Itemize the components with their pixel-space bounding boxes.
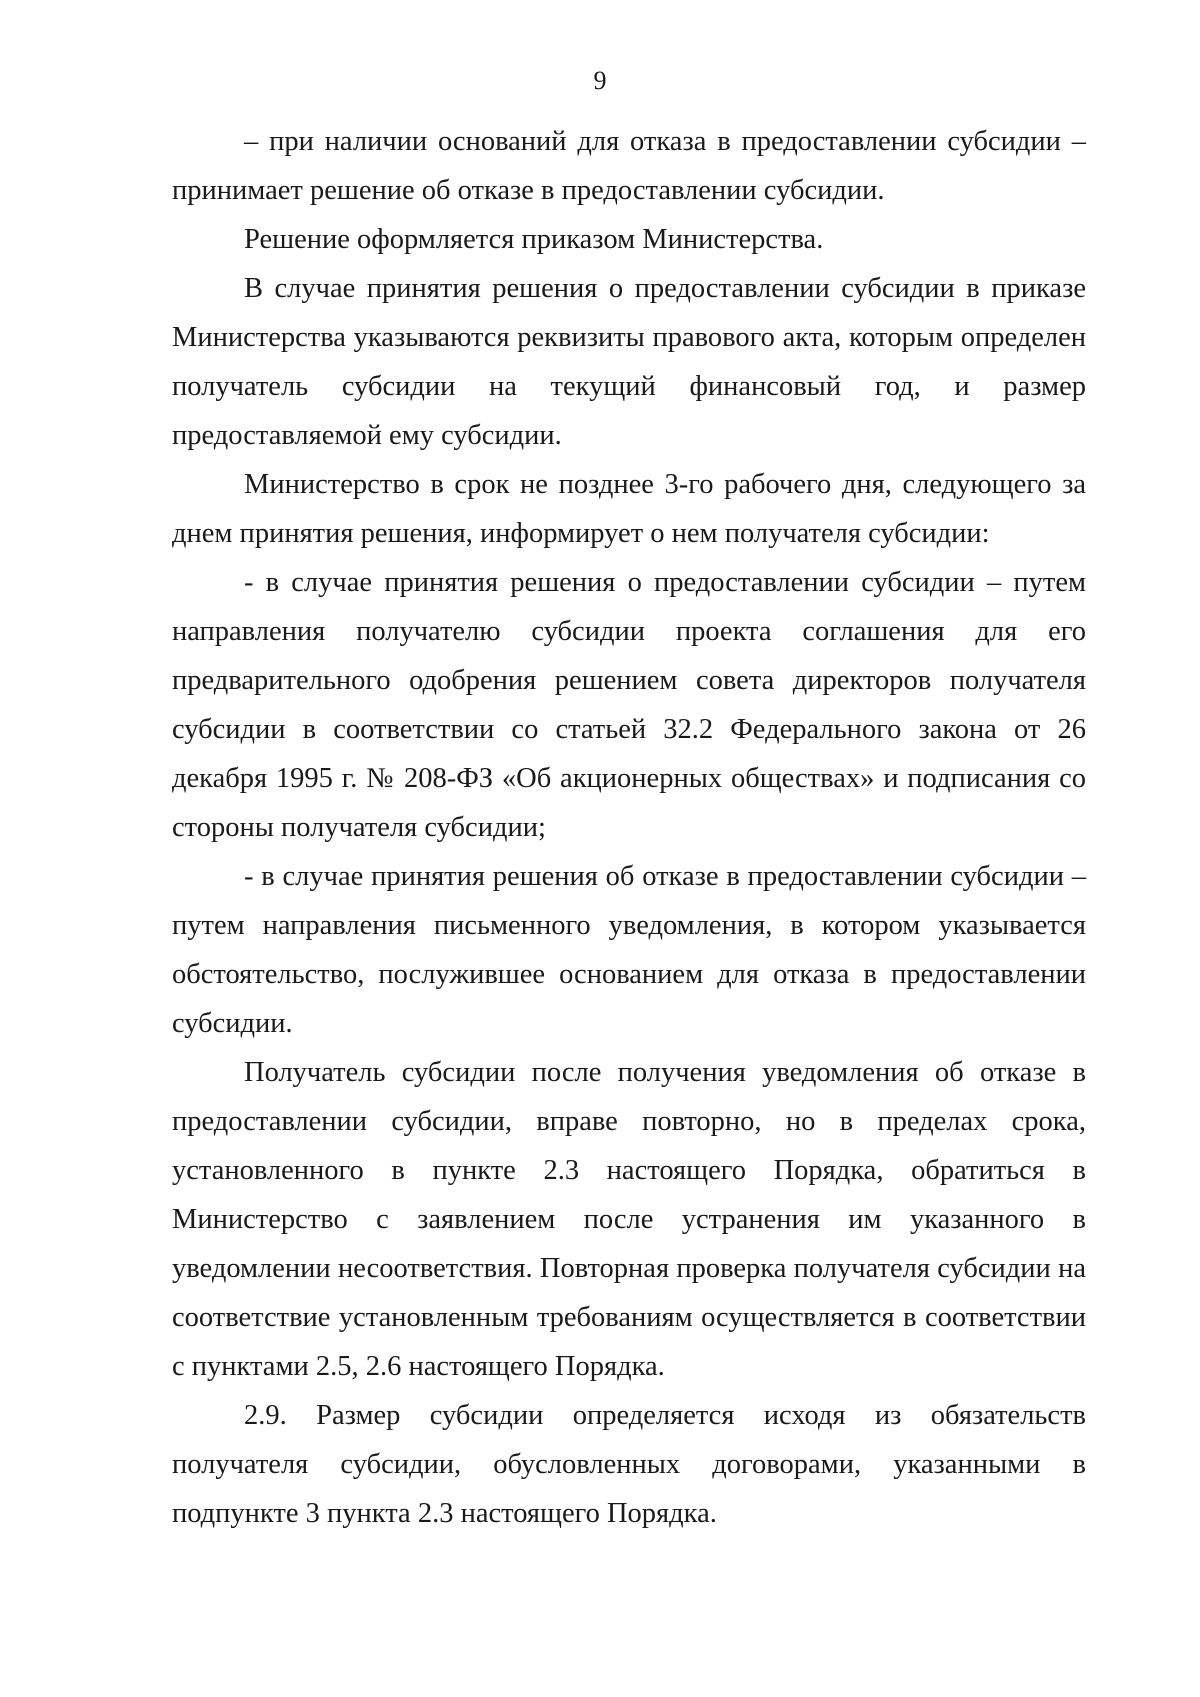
paragraph-reapplication: Получатель субсидии после получения уведомления об отказе в предоставлении субсидии, вправе повторно, но в пределах срока, установленного в пункте 2.3 настоящего Порядка, обратиться в Министерство с заявлением после устранения им указанного в уведомлении несоответствия. Повторная проверка получателя субсидии на соответствие установленным требованиям осуществляется в соответствии с пунктами 2.5, 2.6 настоящего Порядка. xyxy=(172,1057,1086,1382)
paragraph-refusal-case: - в случае принятия решения об отказе в предоставлении субсидии – путем направления письменного уведомления, в котором указывается обстоятельство, послужившее основанием для отказа в предоставлении субсидии. xyxy=(172,861,1086,1039)
page-number: 9 xyxy=(593,66,607,95)
paragraph-refusal-decision: – при наличии оснований для отказа в предоставлении субсидии – принимает решение об отказе в предоставлении субсидии. xyxy=(172,126,1086,206)
paragraph-decision-form: Решение оформляется приказом Министерства. xyxy=(244,224,824,255)
paragraph-order-details: В случае принятия решения о предоставлении субсидии в приказе Министерства указываются реквизиты правового акта, которым определен получатель субсидии на текущий финансовый год, и размер предоставляемой ему субсидии. xyxy=(172,273,1086,451)
document-body xyxy=(172,117,1086,1538)
paragraph-notification-term: Министерство в срок не позднее 3-го рабочего дня, следующего за днем принятия решения, информирует о нем получателя субсидии: xyxy=(172,469,1086,549)
paragraph-subsidy-amount: 2.9. Размер субсидии определяется исходя из обязательств получателя субсидии, обусловленных договорами, указанными в подпункте 3 пункта 2.3 настоящего Порядка. xyxy=(172,1400,1086,1529)
paragraph-approval-case: - в случае принятия решения о предоставлении субсидии – путем направления получателю субсидии проекта соглашения для его предварительного одобрения решением совета директоров получателя субсидии в соответствии со статьей 32.2 Федерального закона от 26 декабря 1995 г. № 208-ФЗ «Об акционерных обществах» и подписания со стороны получателя субсидии; xyxy=(172,567,1086,843)
